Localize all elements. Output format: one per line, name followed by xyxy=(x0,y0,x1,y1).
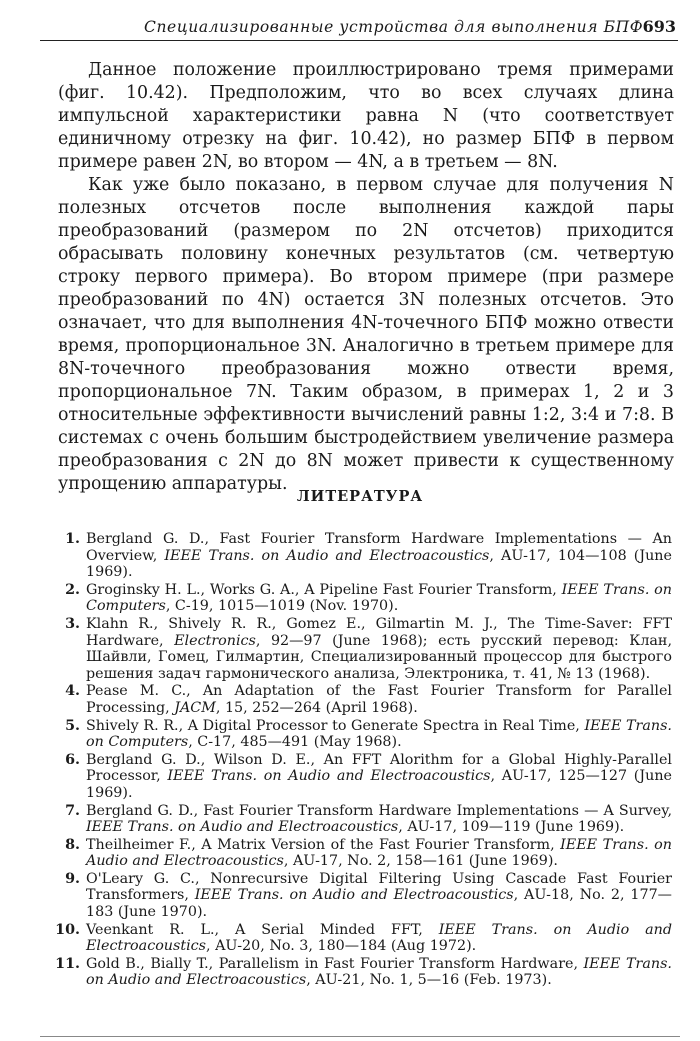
reference-authors: Klahn R., Shively R. R., Gomez E., Gilmartin M. J., The Time-Saver: FFT Hardware, xyxy=(86,615,672,649)
reference-item xyxy=(44,718,672,751)
reference-list xyxy=(44,531,672,990)
reference-number: 3. xyxy=(65,615,80,632)
reference-number: 1. xyxy=(65,531,80,547)
reference-journal: IEEE Trans. on Audio and Electroacoustics xyxy=(164,547,490,564)
reference-details: , AU-17, 125—127 (June 1969). xyxy=(86,768,672,801)
reference-journal: IEEE Trans. on Audio and Electroacoustics xyxy=(86,836,672,870)
literature-heading: ЛИТЕРАТУРА xyxy=(296,488,424,505)
reference-text xyxy=(86,718,672,751)
reference-authors: Shively R. R., A Digital Processor to Generate Spectra in Real Time, xyxy=(86,717,585,734)
running-title: Специализированные устройства для выполнения БПФ xyxy=(144,18,644,36)
body-text xyxy=(58,59,674,496)
reference-journal: IEEE Trans. on Audio and Electroacoustics xyxy=(86,819,399,836)
reference-item xyxy=(44,871,672,921)
reference-text xyxy=(86,956,672,989)
reference-details: , AU-17, No. 2, 158—161 (June 1969). xyxy=(283,853,558,870)
reference-text xyxy=(86,871,672,921)
reference-text xyxy=(86,616,672,682)
reference-authors: O'Leary G. C., Nonrecursive Digital Filtering Using Cascade Fast Fourier Transformers, xyxy=(86,870,672,904)
reference-authors: Theilheimer F., A Matrix Version of the Fast Fourier Transform, xyxy=(86,836,561,853)
reference-text xyxy=(86,683,672,716)
reference-item xyxy=(44,752,672,802)
paragraph: Данное положение проиллюстрировано тремя примерами (фиг. 10.42). Предположим, что во всех случаях длина импульсной характеристики равна N (что соответствует единичному отрезку на фиг. 10.42), но размер БПФ в первом примере равен 2N, во втором — 4N, а в третьем — 8N. xyxy=(58,60,674,172)
reference-text xyxy=(86,531,672,581)
reference-text xyxy=(86,752,672,802)
reference-journal: IEEE Trans. on Audio and Electroacoustics xyxy=(86,921,673,955)
reference-authors: Gold B., Bially T., Parallelism in Fast Fourier Transform Hardware, xyxy=(86,955,584,972)
reference-number: 7. xyxy=(65,802,80,819)
reference-journal: IEEE Trans. on Computers xyxy=(86,717,672,751)
reference-journal: JACM xyxy=(174,699,216,716)
reference-item xyxy=(44,956,672,989)
reference-item xyxy=(44,616,672,682)
reference-details: , AU-18, No. 2, 177—183 (June 1970). xyxy=(86,887,672,921)
reference-text xyxy=(86,922,672,955)
reference-details: , 15, 252—264 (April 1968). xyxy=(215,699,418,716)
reference-journal: IEEE Trans. on Audio and Electroacoustics xyxy=(86,955,672,989)
reference-text xyxy=(86,837,672,870)
reference-journal: IEEE Trans. on Audio and Electroacoustics xyxy=(194,887,514,904)
reference-item xyxy=(44,922,672,955)
reference-number: 11. xyxy=(55,955,80,972)
reference-item xyxy=(44,683,672,716)
paragraph: Как уже было показано, в первом случае для получения N полезных отсчетов после выполнения каждой пары преобразований (размером по 2N отсчетов) приходится обрасывать половину конечных результатов (см. четвертую строку первого примера). Во втором примере (при размере преобразований по 4N) остается 3N полезных отсчетов. Это означает, что для выполнения 4N-точечного БПФ можно отвести время, пропорциональное 3N. Аналогично в третьем примере для 8N-точечного преобразования можно отвести время, пропорциональное 7N. Таким образом, в примерах 1, 2 и 3 относительные эффективности вычислений равны 1:2, 3:4 и 7:8. В системах с очень большим быстродействием увеличение размера преобразования с 2N до 8N может привести к существенному упрощению аппаратуры. xyxy=(58,175,674,494)
reference-number: 6. xyxy=(65,751,80,768)
reference-authors: Groginsky H. L., Works G. A., A Pipeline Fast Fourier Transform, xyxy=(86,581,562,598)
reference-number: 5. xyxy=(65,717,80,734)
reference-number: 2. xyxy=(65,581,80,598)
reference-journal: IEEE Trans. on Computers xyxy=(86,581,672,615)
reference-details: , C-19, 1015—1019 (Nov. 1970). xyxy=(165,598,399,615)
reference-details: , AU-21, No. 1, 5—16 (Feb. 1973). xyxy=(306,972,552,989)
reference-number: 9. xyxy=(65,870,80,887)
page-number: 693 xyxy=(642,17,676,36)
reference-authors: Bergland G. D., Wilson D. E., An FFT Alorithm for a Global Highly-Parallel Processor, xyxy=(86,751,672,785)
reference-details: , 92—97 (June 1968); есть русский перевод: Клан, Шайвли, Гомец, Гилмартин, Специализированный процессор для быстрого решения задач гармонического анализа, Электроника, т. 41, № 13 (1968). xyxy=(86,632,673,682)
reference-text xyxy=(86,803,672,836)
reference-authors: Pease M. C., An Adaptation of the Fast Fourier Transform for Parallel Processing, xyxy=(86,683,672,716)
reference-authors: Bergland G. D., Fast Fourier Transform Hardware Implementations — A Survey, xyxy=(86,802,672,819)
reference-details: , AU-17, 104—108 (June 1969). xyxy=(86,547,672,581)
reference-details: , C-17, 485—491 (May 1968). xyxy=(188,734,402,751)
page-header xyxy=(40,14,678,41)
reference-item xyxy=(44,803,672,836)
reference-number: 8. xyxy=(65,836,80,853)
reference-journal: IEEE Trans. on Audio and Electroacoustics xyxy=(167,768,491,785)
reference-item xyxy=(44,531,672,581)
reference-text xyxy=(86,582,672,615)
reference-journal: Electronics xyxy=(174,632,256,649)
bottom-rule xyxy=(40,1036,680,1037)
reference-item xyxy=(44,837,672,870)
reference-item xyxy=(44,582,672,615)
reference-authors: Veenkant R. L., A Serial Minded FFT, xyxy=(86,921,439,938)
reference-number: 10. xyxy=(55,921,80,938)
reference-details: , AU-20, No. 3, 180—184 (Aug 1972). xyxy=(206,938,477,955)
reference-details: , AU-17, 109—119 (June 1969). xyxy=(398,819,625,836)
reference-authors: Bergland G. D., Fast Fourier Transform Hardware Implementations — An Overview, xyxy=(86,531,672,564)
reference-number: 4. xyxy=(65,683,80,700)
